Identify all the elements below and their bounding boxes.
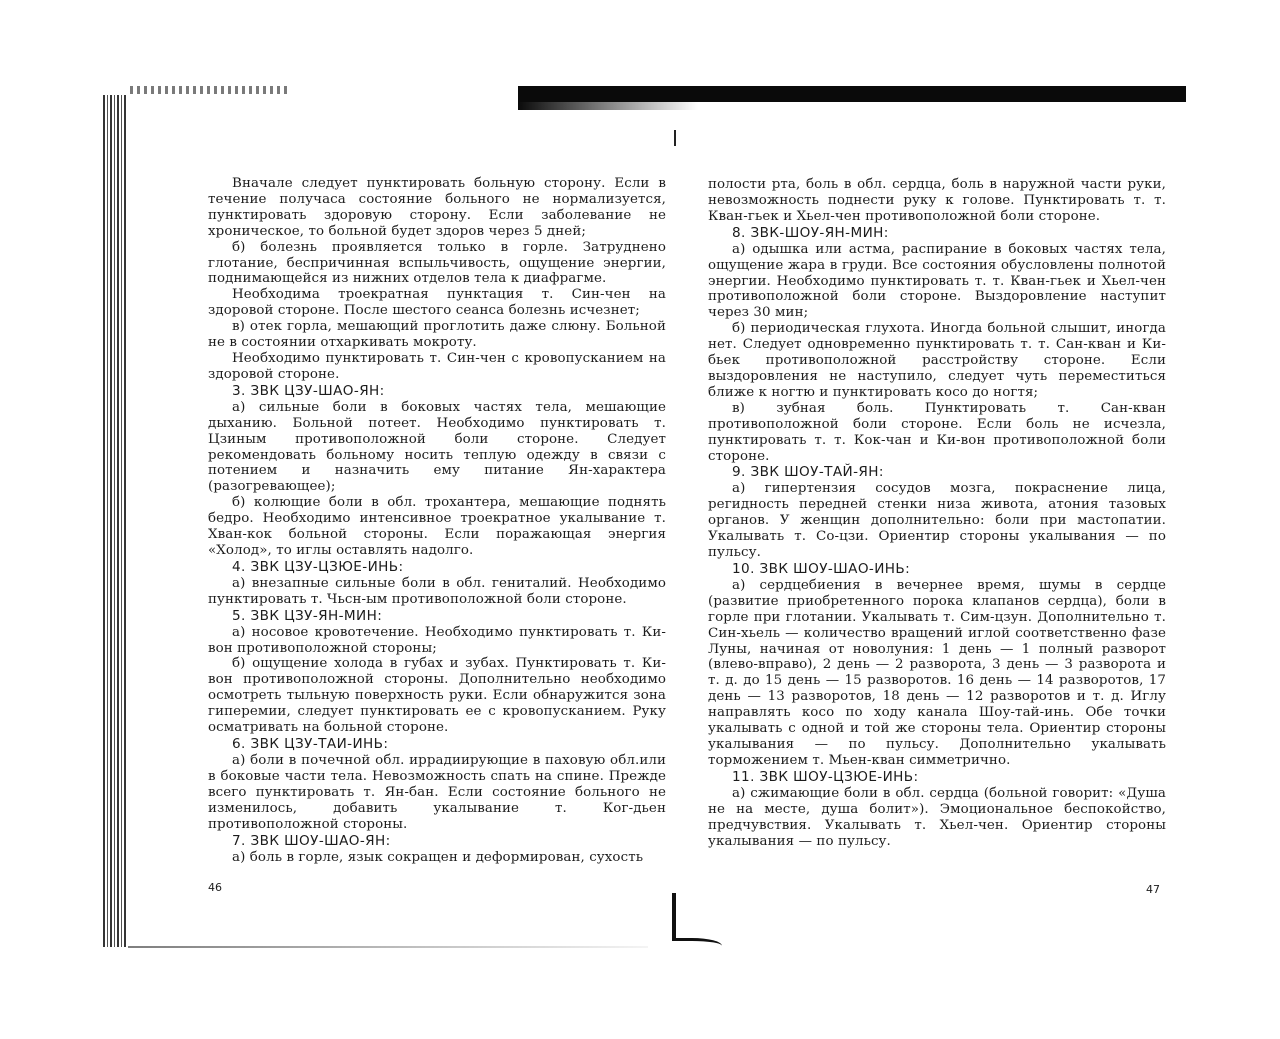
page-number-left: 46 — [208, 881, 222, 894]
right-paragraph: б) периодическая глухота. Иногда больной слышит, иногда нет. Следует одновременно пунктировать т. т. Сан-кван и Ки-бьек противоположной расстройству стороне. Если выздоровления не наступило, следует чуть переместиться ближе к ногтю и пунктировать косо до ногтя; — [708, 321, 1166, 400]
right-paragraph: а) сердцебиения в вечернее время, шумы в сердце (развитие приобретенного порока клапанов сердца), боли в горле при глотании. Укалывать т. Сим-цзун. Дополнительно т. Син-хьель — количество вращений иглой соответственно фазе Луны, начиная от новолуния: 1 день — 1 полный разворот (влево-вправо), 2 день — 2 разворота, 3 день — 3 разворота и т. д. до 15 день — 15 разворотов. 16 день — 14 разворотов, 17 день — 13 разворотов, 18 день — 12 разворотов и т. д. Иглу направлять косо по ходу канала Шоу-тай-инь. Обе точки укалывать с одной и той же стороны тела. Ориентир стороны укалывания — по пульсу. Дополнительно укалывать торможением т. Мьен-кван симметрично. — [708, 577, 1166, 768]
scan-bottom-edge — [128, 946, 648, 948]
section-heading: 11. ЗВК ШОУ-ЦЗЮЕ-ИНЬ: — [732, 768, 919, 785]
scan-top-edge-left — [130, 86, 290, 94]
left-page-text — [208, 176, 666, 865]
left-paragraph: а) сильные боли в боковых частях тела, мешающие дыханию. Больной потеет. Необходимо пунктировать т. Цзиным противоположной боли стороне. Следует рекомендовать больному носить теплую одежду в связи с потением и назначить ему питание Ян-характера (разогревающее); — [208, 399, 666, 495]
left-paragraph: Вначале следует пунктировать больную сторону. Если в течение получаса состояние больного не нормализуется, пунктировать здоровую сторону. Если заболевание не хроническое, то больной будет здоров через 5 дней; — [208, 176, 666, 239]
left-paragraph: а) носовое кровотечение. Необходимо пунктировать т. Ки-вон противоположной стороны; — [208, 624, 666, 656]
section-heading: 5. ЗВК ЦЗУ-ЯН-МИН: — [232, 607, 383, 624]
left-paragraph: в) отек горла, мешающий проглотить даже слюну. Больной не в состоянии отхаркивать мокроту. — [208, 319, 666, 351]
section-heading: 7. ЗВК ШОУ-ШАО-ЯН: — [232, 832, 391, 849]
right-paragraph: а) сжимающие боли в обл. сердца (больной говорит: «Душа не на месте, душа болит»). Эмоциональное беспокойство, предчувствия. Укалывать т. Хьел-чен. Ориентир стороны укалывания — по пульсу. — [708, 785, 1166, 849]
section-heading: 3. ЗВК ЦЗУ-ШАО-ЯН: — [232, 382, 385, 399]
scan-binding-edge — [103, 95, 127, 947]
section-heading: 8. ЗВК-ШОУ-ЯН-МИН: — [732, 224, 889, 241]
section-heading: 4. ЗВК ЦЗУ-ЦЗЮЕ-ИНЬ: — [232, 558, 404, 575]
left-paragraph: б) болезнь проявляется только в горле. Затруднено глотание, беспричинная вспыльчивость, ощущение энергии, поднимающейся из нижних отделов тела к диафрагме. — [208, 239, 666, 287]
right-page-text — [708, 177, 1166, 849]
right-paragraph: в) зубная боль. Пунктировать т. Сан-кван противоположной боли стороне. Если боль не исчезла, пунктировать т. т. Кок-чан и Ки-вон противоположной боли стороне. — [708, 400, 1166, 464]
right-paragraph: а) одышка или астма, распирание в боковых частях тела, ощущение жара в груди. Все состояния обусловлены полнотой энергии. Необходимо пунктировать т. т. Кван-гьек и Хьел-чен противоположной боли стороне. Выздоровление наступит через 30 мин; — [708, 241, 1166, 321]
left-paragraph: а) боль в горле, язык сокращен и деформирован, сухость — [232, 849, 644, 865]
book-spine-curve — [672, 938, 722, 951]
left-paragraph: б) ощущение холода в губах и зубах. Пунктировать т. Ки-вон противоположной стороны. Дополнительно необходимо осмотреть тыльную поверхность руки. Если обнаружится зона гиперемии, следует пунктировать ее с кровопусканием. Руку осматривать на больной стороне. — [208, 656, 666, 736]
left-paragraph: а) боли в почечной обл. иррадиирующие в паховую обл.или в боковые части тела. Невозможность спать на спине. Прежде всего пунктировать т. Ян-бан. Если состояние больного не изменилось, добавить укалывание т. Ког-дьен противоположной стороны. — [208, 753, 666, 832]
page-number-right: 47 — [1146, 883, 1160, 896]
book-spine-mark-bottom — [672, 893, 676, 941]
right-paragraph: а) гипертензия сосудов мозга, покраснение лица, регидность передней стенки низа живота, атония тазовых органов. У женщин дополнительно: боли при мастопатии. Укалывать т. Со-цзи. Ориентир стороны укалывания — по пульсу. — [708, 481, 1166, 561]
section-heading: 10. ЗВК ШОУ-ШАО-ИНЬ: — [732, 560, 911, 577]
book-spine-mark-top — [674, 130, 676, 146]
left-paragraph: Необходимо пунктировать т. Син-чен с кровопусканием на здоровой стороне. — [208, 350, 666, 382]
left-paragraph: б) колющие боли в обл. трохантера, мешающие поднять бедро. Необходимо интенсивное троекратное укалывание т. Хван-кок больной стороны. Если поражающая энергия «Холод», то иглы оставлять надолго. — [208, 495, 666, 558]
scan-top-edge-right — [518, 86, 1186, 102]
section-heading: 9. ЗВК ШОУ-ТАЙ-ЯН: — [732, 464, 884, 481]
section-heading: 6. ЗВК ЦЗУ-ТАИ-ИНЬ: — [232, 736, 389, 752]
right-paragraph: полости рта, боль в обл. сердца, боль в наружной части руки, невозможность поднести руку к голове. Пунктировать т. т. Кван-гьек и Хьел-чен противоположной боли стороне. — [708, 177, 1166, 224]
left-paragraph: а) внезапные сильные боли в обл. гениталий. Необходимо пунктировать т. Чьсн-ым противоположной боли стороне. — [208, 575, 666, 607]
left-paragraph: Необходима троекратная пунктация т. Син-чен на здоровой стороне. После шестого сеанса болезнь исчезнет; — [208, 287, 666, 319]
